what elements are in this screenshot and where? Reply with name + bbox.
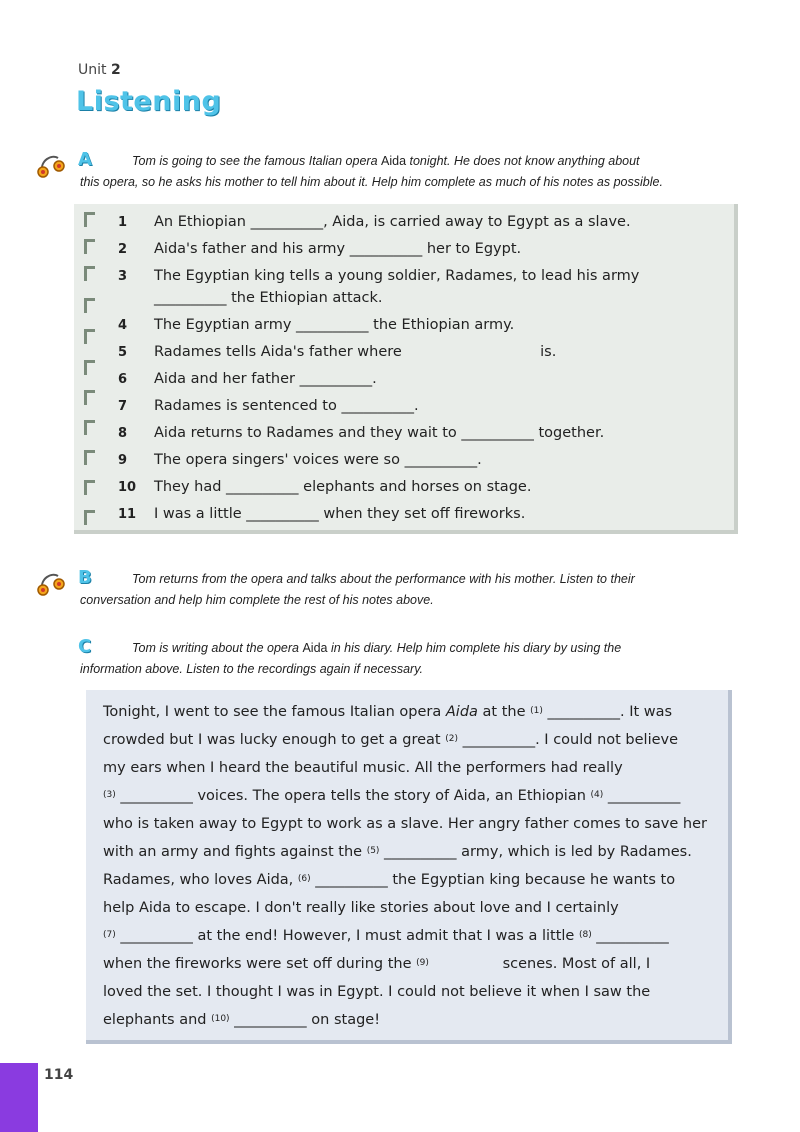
unit-label: Unit 2 xyxy=(78,62,121,78)
diary-line: with an army and fights against the $^{(5)}$ __________ army, which is led by Radames. xyxy=(103,844,692,860)
binder-ring xyxy=(84,450,95,465)
note-item-4: 4 The Egyptian army __________ the Ethiopian army. xyxy=(118,317,515,333)
section-b-badge: B xyxy=(78,567,92,588)
binder-ring xyxy=(84,239,95,254)
binder-ring xyxy=(84,390,95,405)
diary-line: $^{(3)}$ __________ voices. The opera tells the story of Aida, an Ethiopian $^{(4)}$ __________ xyxy=(103,788,681,804)
diary-line: who is taken away to Egypt to work as a slave. Her angry father comes to save her xyxy=(103,816,707,832)
binder-ring xyxy=(84,298,95,313)
diary-line: Tonight, I went to see the famous Italian opera Aida at the $^{(1)}$ __________. It was xyxy=(103,704,673,720)
note-item-5: 5 Radames tells Aida's father where is. xyxy=(118,344,557,360)
section-c-instruction: Tom is writing about the opera Aida in his diary. Help him complete his diary by using the information above. Listen to the recordings again if necessary. xyxy=(80,641,622,676)
binder-ring xyxy=(84,266,95,281)
note-item-8: 8 Aida returns to Radames and they wait to __________ together. xyxy=(118,425,605,441)
binder-ring xyxy=(84,360,95,375)
note-item-9: 9 The opera singers' voices were so __________. xyxy=(118,452,482,468)
note-item-1: 1 An Ethiopian __________, Aida, is carried away to Egypt as a slave. xyxy=(118,214,631,230)
headphones-icon xyxy=(36,570,72,596)
binder-ring xyxy=(84,480,95,495)
diary-line: my ears when I heard the beautiful music. All the performers had really xyxy=(103,760,623,776)
section-b-instruction: Tom returns from the opera and talks about the performance with his mother. Listen to their conversation and help him complete the rest of his notes above. xyxy=(80,572,635,607)
note-item-11: 11 I was a little __________ when they set off fireworks. xyxy=(118,506,526,522)
diary-line: $^{(7)}$ __________ at the end! However, I must admit that I was a little $^{(8)}$ __________ xyxy=(103,928,669,944)
page-number: 114 xyxy=(44,1067,74,1083)
note-item-3-continued: __________ the Ethiopian attack. xyxy=(154,290,383,306)
section-a-instruction: Tom is going to see the famous Italian opera Aida tonight. He does not know anything about this opera, so he asks his mother to tell him about it. Help him complete as much of his notes as possible. xyxy=(80,154,663,189)
diary-line: crowded but I was lucky enough to get a great $^{(2)}$ __________. I could not believe xyxy=(103,732,679,748)
page-title: Listening xyxy=(76,86,222,117)
diary-line: elephants and $^{(10)}$ __________ on stage! xyxy=(103,1012,381,1028)
binder-ring xyxy=(84,212,95,227)
note-item-6: 6 Aida and her father __________. xyxy=(118,371,377,387)
note-item-2: 2 Aida's father and his army __________ her to Egypt. xyxy=(118,241,522,257)
diary-line: loved the set. I thought I was in Egypt. I could not believe it when I saw the xyxy=(103,984,651,1000)
diary-line: help Aida to escape. I don't really like stories about love and I certainly xyxy=(103,900,619,916)
binder-ring xyxy=(84,510,95,525)
note-item-10: 10 They had __________ elephants and horses on stage. xyxy=(118,479,532,495)
diary-line: when the fireworks were set off during the $^{(9)}$ scenes. Most of all, I xyxy=(103,956,651,972)
section-a-badge: A xyxy=(78,149,92,170)
binder-ring xyxy=(84,420,95,435)
diary-line: Radames, who loves Aida, $^{(6)}$ __________ the Egyptian king because he wants to xyxy=(103,872,676,888)
section-c-badge: C xyxy=(78,636,92,657)
note-item-3: 3 The Egyptian king tells a young soldier, Radames, to lead his army xyxy=(118,268,640,284)
binder-ring xyxy=(84,329,95,344)
note-item-7: 7 Radames is sentenced to __________. xyxy=(118,398,419,414)
page-tab xyxy=(0,1063,38,1132)
headphones-icon xyxy=(36,152,72,178)
